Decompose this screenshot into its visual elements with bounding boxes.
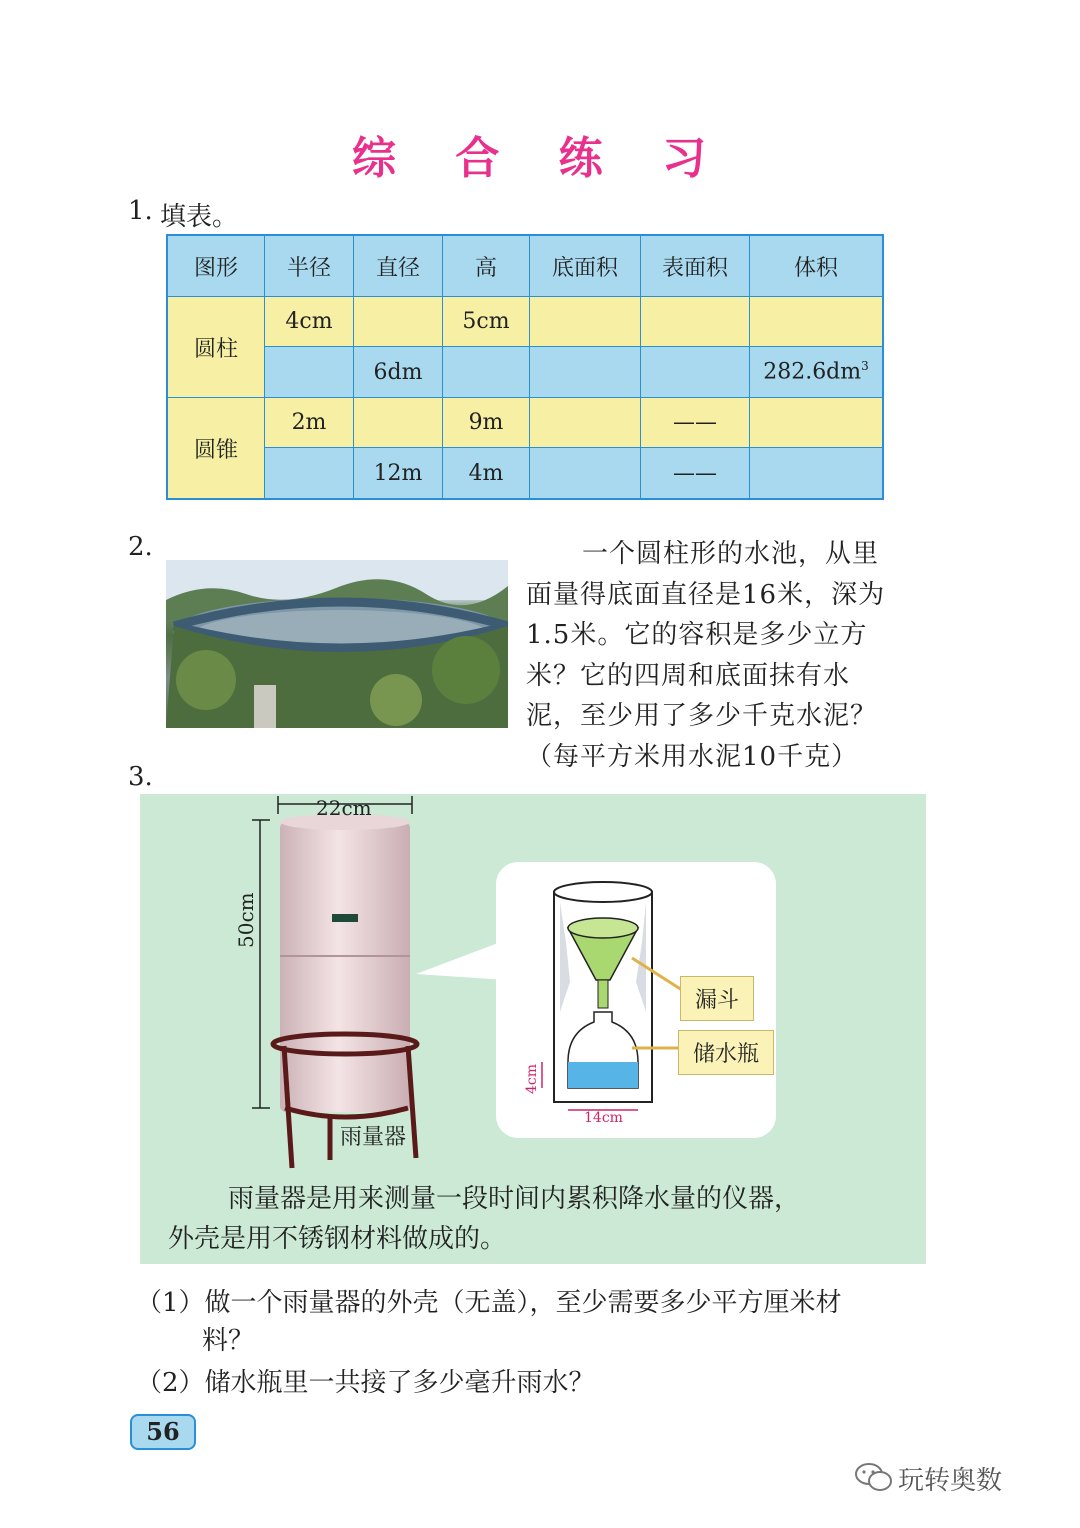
wechat-icon (854, 1460, 894, 1494)
inner-height-label: 4cm (524, 1063, 540, 1094)
cell-surface-area: —— (641, 448, 750, 499)
dim-diameter-label: 22cm (316, 796, 372, 820)
q2-line: 一个圆柱形的水池，从里 (582, 539, 880, 569)
page-title: 综 合 练 习 (352, 133, 728, 184)
q2-line: 面量得底面直径是16米，深为 (526, 579, 886, 610)
cell-diameter (354, 398, 443, 448)
cell-surface-area: —— (641, 398, 750, 448)
header-cell: 高 (443, 235, 530, 297)
cell-volume (750, 347, 884, 398)
cell-volume (750, 297, 884, 347)
cell-base-area (530, 297, 641, 347)
q2-number: 2. (128, 532, 153, 562)
table-row (167, 347, 883, 398)
gauge-label: 雨量器 (340, 1125, 407, 1150)
cell-base-area (530, 398, 641, 448)
cell-height: 5cm (443, 297, 530, 347)
fill-table (166, 234, 884, 500)
funnel-label: 漏斗 (680, 976, 754, 1021)
header-cell: 体积 (750, 235, 884, 297)
inner-diameter-label: 14cm (584, 1110, 623, 1126)
dim-height-label: 50cm (234, 892, 258, 948)
cell-volume (750, 398, 884, 448)
page-number: 56 (130, 1414, 196, 1450)
q3-sub1-line2: 料？ (202, 1326, 255, 1356)
header-cell: 图形 (167, 235, 265, 297)
pool-photo (166, 560, 508, 728)
cell-base-area (530, 448, 641, 499)
shape-cone: 圆锥 (167, 398, 265, 499)
cell-height (443, 347, 530, 398)
cell-base-area (530, 347, 641, 398)
header-cell: 底面积 (530, 235, 641, 297)
cell-diameter (354, 297, 443, 347)
cell-surface-area (641, 347, 750, 398)
q2-line: （每平方米用水泥10千克） (526, 741, 859, 772)
table-row (167, 448, 883, 499)
cell-height: 4m (443, 448, 530, 499)
header-cell: 直径 (354, 235, 443, 297)
q3-number: 3. (128, 762, 153, 792)
volume-exponent: 3 (861, 359, 869, 374)
q1-number: 1. (128, 196, 153, 226)
bottle-label: 储水瓶 (678, 1030, 774, 1075)
cell-radius: 2m (265, 398, 354, 448)
cell-surface-area (641, 297, 750, 347)
table-row (167, 398, 883, 448)
q3-description-line2: 外壳是用不锈钢材料做成的。 (168, 1224, 507, 1254)
cell-height: 9m (443, 398, 530, 448)
header-cell: 表面积 (641, 235, 750, 297)
q1-prompt: 填表。 (160, 202, 239, 232)
table-row (167, 297, 883, 347)
q3-sub1-line1: （1）做一个雨量器的外壳（无盖），至少需要多少平方厘米材 (136, 1288, 842, 1318)
cell-volume (750, 448, 884, 499)
header-cell: 半径 (265, 235, 354, 297)
q2-line: 米？它的四周和底面抹有水 (526, 660, 851, 691)
cell-diameter: 12m (354, 448, 443, 499)
cell-diameter: 6dm (354, 347, 443, 398)
q3-description-line1: 雨量器是用来测量一段时间内累积降水量的仪器， (228, 1184, 801, 1214)
q3-sub2: （2）储水瓶里一共接了多少毫升雨水？ (136, 1368, 595, 1398)
q2-line: 泥，至少用了多少千克水泥？ (526, 701, 878, 731)
cell-radius (265, 448, 354, 499)
watermark: 玩转奥数 (898, 1466, 1003, 1496)
q2-text (526, 534, 916, 777)
shape-cylinder: 圆柱 (167, 297, 265, 398)
pool-illustration (166, 560, 508, 728)
callout-pointer (416, 940, 506, 1000)
cell-radius (265, 347, 354, 398)
volume-value: 282.6dm (763, 359, 862, 385)
table-header-row (167, 235, 883, 297)
cell-radius: 4cm (265, 297, 354, 347)
q2-line: 1.5米。它的容积是多少立方 (526, 620, 868, 650)
